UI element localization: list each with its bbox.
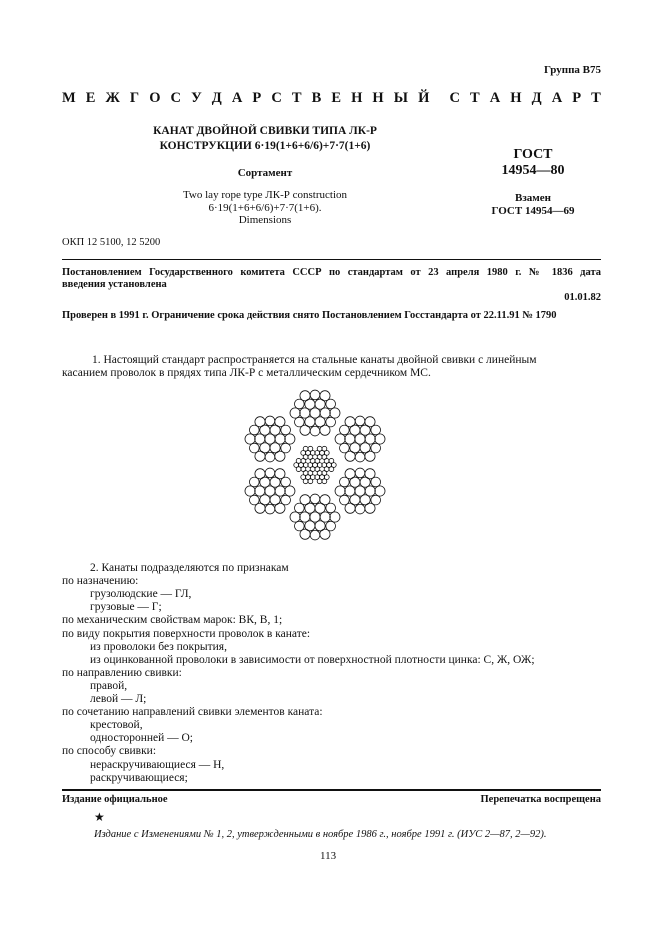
wire-circle (326, 399, 336, 409)
wire-circle (345, 469, 355, 479)
wire-circle (355, 504, 365, 514)
list-item: по сочетанию направлений свивки элементов каната: (62, 706, 323, 719)
subtitle: Сортамент (237, 167, 293, 179)
banner-letter: Д (531, 90, 542, 106)
banner-letter: Т (291, 90, 302, 106)
english-title-3: Dimensions (238, 214, 292, 226)
banner-letter: Н (372, 90, 384, 106)
wire-circle (245, 434, 255, 444)
wire-circle (340, 443, 350, 453)
banner-letter: Ы (393, 90, 408, 106)
banner-letter: В (311, 90, 322, 106)
banner-letter: Д (211, 90, 222, 106)
banner-letter: С (170, 90, 182, 106)
wire-circle (290, 408, 300, 418)
wire-circle (294, 521, 304, 531)
wire-circle (281, 425, 291, 435)
wire-circle (317, 446, 322, 451)
wire-circle (365, 503, 375, 513)
banner-letter: Ж (105, 90, 120, 106)
list-item: по виду покрытия поверхности проволок в канате: (62, 627, 311, 640)
page-number: 113 (320, 850, 337, 862)
list-item: крестовой, (90, 719, 143, 732)
wire-circle (340, 495, 350, 505)
wire-circle (365, 451, 375, 461)
wire-circle (255, 469, 265, 479)
title-line-2: КОНСТРУКЦИИ 6·19(1+6+6/6)+7·7(1+6) (159, 140, 371, 152)
banner-letter: А (551, 90, 563, 106)
edition-note: Издание с Изменениями № 1, 2, утвержденными в ноябре 1986 г., ноябре 1991 г. (ИУС 2—87, 2—92). (94, 829, 547, 840)
banner-letter: Е (331, 90, 341, 106)
gost-number: 14954—80 (501, 163, 565, 178)
divider (62, 259, 601, 260)
list-item: из оцинкованной проволоки в зависимости от поверхностной плотности цинка: С, Ж, ОЖ; (90, 653, 535, 666)
banner-letter: Т (591, 90, 601, 106)
list-item: грузолюдские — ГЛ, (90, 588, 192, 601)
banner-letter: О (149, 90, 161, 106)
title-line-1: КАНАТ ДВОЙНОЙ СВИВКИ ТИПА ЛК-Р (153, 125, 377, 137)
wire-circle (330, 408, 340, 418)
wire-circle (330, 512, 340, 522)
group-code: Группа В75 (543, 64, 601, 76)
banner-letter: Н (351, 90, 363, 106)
banner-letter: Г (129, 90, 140, 106)
replaces-label: Взамен (515, 192, 551, 204)
wire-circle (255, 417, 265, 427)
wire-circle (294, 417, 304, 427)
list-item: по назначению: (62, 575, 139, 588)
wire-circle (281, 477, 291, 487)
gost-label: ГОСТ (513, 147, 553, 162)
wire-circle (322, 446, 327, 451)
banner-letter: У (191, 90, 202, 106)
english-title-1: Two lay rope type ЛК-Р construction (182, 189, 348, 201)
wire-circle (245, 486, 255, 496)
okp-code: ОКП 12 5100, 12 5200 (62, 237, 161, 248)
rope-cross-section-diagram (237, 388, 393, 542)
standard-banner (62, 90, 601, 107)
wire-circle (322, 455, 327, 460)
list-item: нераскручивающиеся — Н, (90, 758, 225, 771)
wire-circle (322, 479, 327, 484)
banner-letter: А (489, 90, 501, 106)
para1-line-1: 1. Настоящий стандарт распространяется на стальные канаты двойной свивки с линейным (92, 354, 537, 366)
wire-circle (335, 486, 345, 496)
decree-date: 01.01.82 (564, 292, 601, 303)
wire-circle (326, 503, 336, 513)
list-item: левой — Л; (90, 693, 147, 705)
list-item: по механическим свойствам марок: ВК, В, 1; (62, 614, 283, 627)
wire-circle (335, 434, 345, 444)
list-item: грузовые — Г; (90, 601, 162, 614)
wire-circle (320, 529, 330, 539)
banner-letter: Т (470, 90, 480, 106)
para1-line-2: касанием проволок в прядях типа ЛК-Р с металлическим сердечником МС. (62, 367, 431, 379)
wire-circle (375, 434, 385, 444)
wire-circle (285, 434, 295, 444)
list-item: по направлению свивки: (62, 666, 182, 679)
wire-circle (329, 467, 334, 472)
reprint-note: Перепечатка воспрещена (480, 794, 601, 805)
banner-letter: Р (572, 90, 582, 106)
wire-circle (265, 468, 275, 478)
wire-circle (355, 468, 365, 478)
wire-circle (310, 530, 320, 540)
wire-circle (296, 458, 301, 463)
banner-letter: Р (252, 90, 262, 106)
list-item: 2. Канаты подразделяются по признакам (90, 562, 289, 574)
wire-circle (265, 452, 275, 462)
banner-letter: А (231, 90, 243, 106)
replaced-standard: ГОСТ 14954—69 (491, 205, 575, 217)
banner-letter: М (62, 90, 76, 106)
banner-letter: Н (510, 90, 522, 106)
wire-circle (375, 486, 385, 496)
banner-letter: С (449, 90, 460, 106)
footer-divider (62, 789, 601, 791)
wire-circle (355, 452, 365, 462)
wire-circle (329, 458, 334, 463)
decree-line-2: введения установлена (62, 279, 167, 290)
list-item: из проволоки без покрытия, (90, 640, 227, 653)
star-icon: ★ (94, 810, 105, 824)
wire-circle (300, 391, 310, 401)
list-item: раскручивающиеся; (90, 771, 188, 784)
checked-note: Проверен в 1991 г. Ограничение срока действия снято Постановлением Госстандарта от 22.11.91 № 1790 (62, 310, 557, 321)
wire-circle (308, 471, 313, 476)
wire-circle (308, 479, 313, 484)
wire-circle (275, 451, 285, 461)
wire-circle (371, 477, 381, 487)
wire-circle (310, 494, 320, 504)
wire-circle (310, 390, 320, 400)
wire-circle (265, 416, 275, 426)
wire-circle (301, 467, 306, 472)
wire-circle (355, 416, 365, 426)
decree-line-1: Постановлением Государственного комитета СССР по стандартам от 23 апреля 1980 г. № 1836 дата (62, 267, 601, 278)
wire-circle (322, 471, 327, 476)
list-item: по способу свивки: (62, 745, 157, 758)
wire-circle (275, 503, 285, 513)
wire-circle (308, 446, 313, 451)
wire-circle (371, 425, 381, 435)
wire-circle (290, 512, 300, 522)
wire-circle (285, 486, 295, 496)
wire-circle (249, 443, 259, 453)
wire-circle (317, 471, 322, 476)
wire-circle (345, 417, 355, 427)
wire-circle (265, 504, 275, 514)
wire-circle (300, 495, 310, 505)
wire-circle (249, 495, 259, 505)
english-title-2: 6·19(1+6+6/6)+7·7(1+6). (208, 202, 322, 214)
wire-circle (320, 425, 330, 435)
banner-letter: С (271, 90, 282, 106)
list-item: односторонней — О; (90, 732, 194, 745)
list-item: правой, (90, 679, 128, 692)
wire-circle (310, 426, 320, 436)
banner-letter: Е (85, 90, 96, 106)
wire-circle (303, 446, 308, 451)
official-edition: Издание официальное (62, 794, 168, 805)
banner-letter: Й (418, 90, 430, 106)
wire-circle (308, 455, 313, 460)
